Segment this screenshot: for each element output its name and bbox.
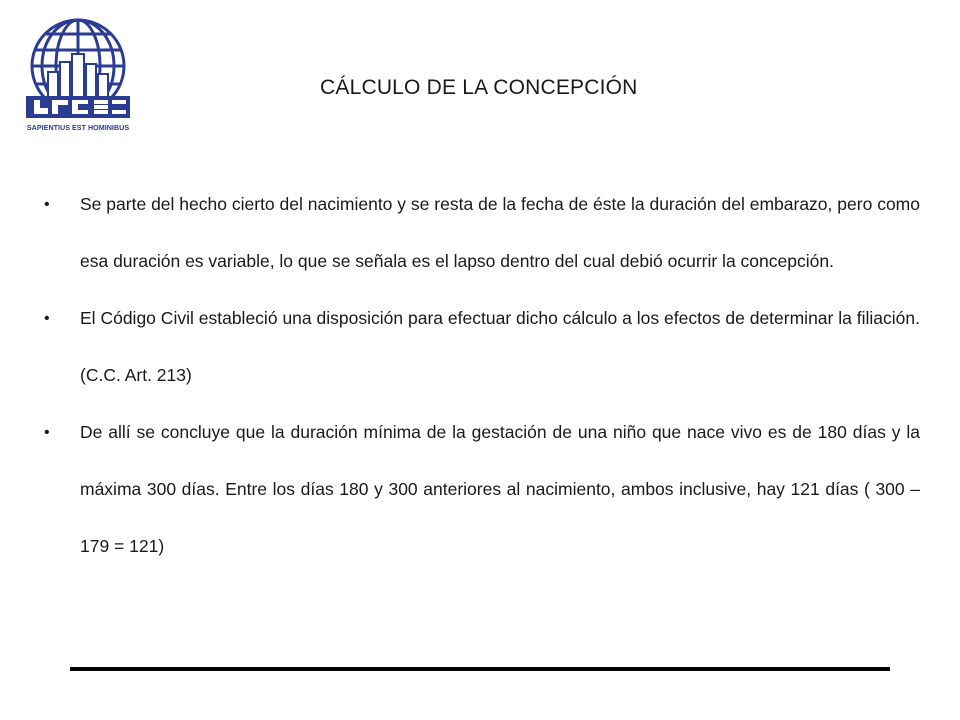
bullet-dot-icon: • (44, 196, 50, 213)
bullet-list (44, 176, 920, 575)
bullet-text: Se parte del hecho cierto del nacimiento y se resta de la fecha de éste la duración del embarazo, pero como esa duración es variable, lo que se señala es el lapso dentro del cual debió ocurrir la concepción. (80, 194, 920, 271)
globe-logo-icon (22, 10, 134, 138)
bullet-item (44, 404, 920, 575)
bullet-text: El Código Civil estableció una disposición para efectuar dicho cálculo a los efectos de determinar la filiación. (C.C. Art. 213) (80, 308, 920, 385)
bullet-item (44, 176, 920, 290)
footer-divider (70, 667, 890, 671)
bullet-dot-icon: • (44, 424, 50, 441)
bullet-dot-icon: • (44, 310, 50, 327)
bullet-item (44, 290, 920, 404)
bullet-text: De allí se concluye que la duración mínima de la gestación de una niño que nace vivo es de 180 días y la máxima 300 días. Entre los días 180 y 300 anteriores al nacimiento, ambos inclusive, hay 121 días ( 300 – 179 = 121) (80, 422, 920, 556)
logo-motto: SAPIENTIUS EST HOMINIBUS (26, 123, 130, 132)
slide-title: CÁLCULO DE LA CONCEPCIÓN (320, 76, 638, 99)
urbe-logo (22, 10, 134, 138)
